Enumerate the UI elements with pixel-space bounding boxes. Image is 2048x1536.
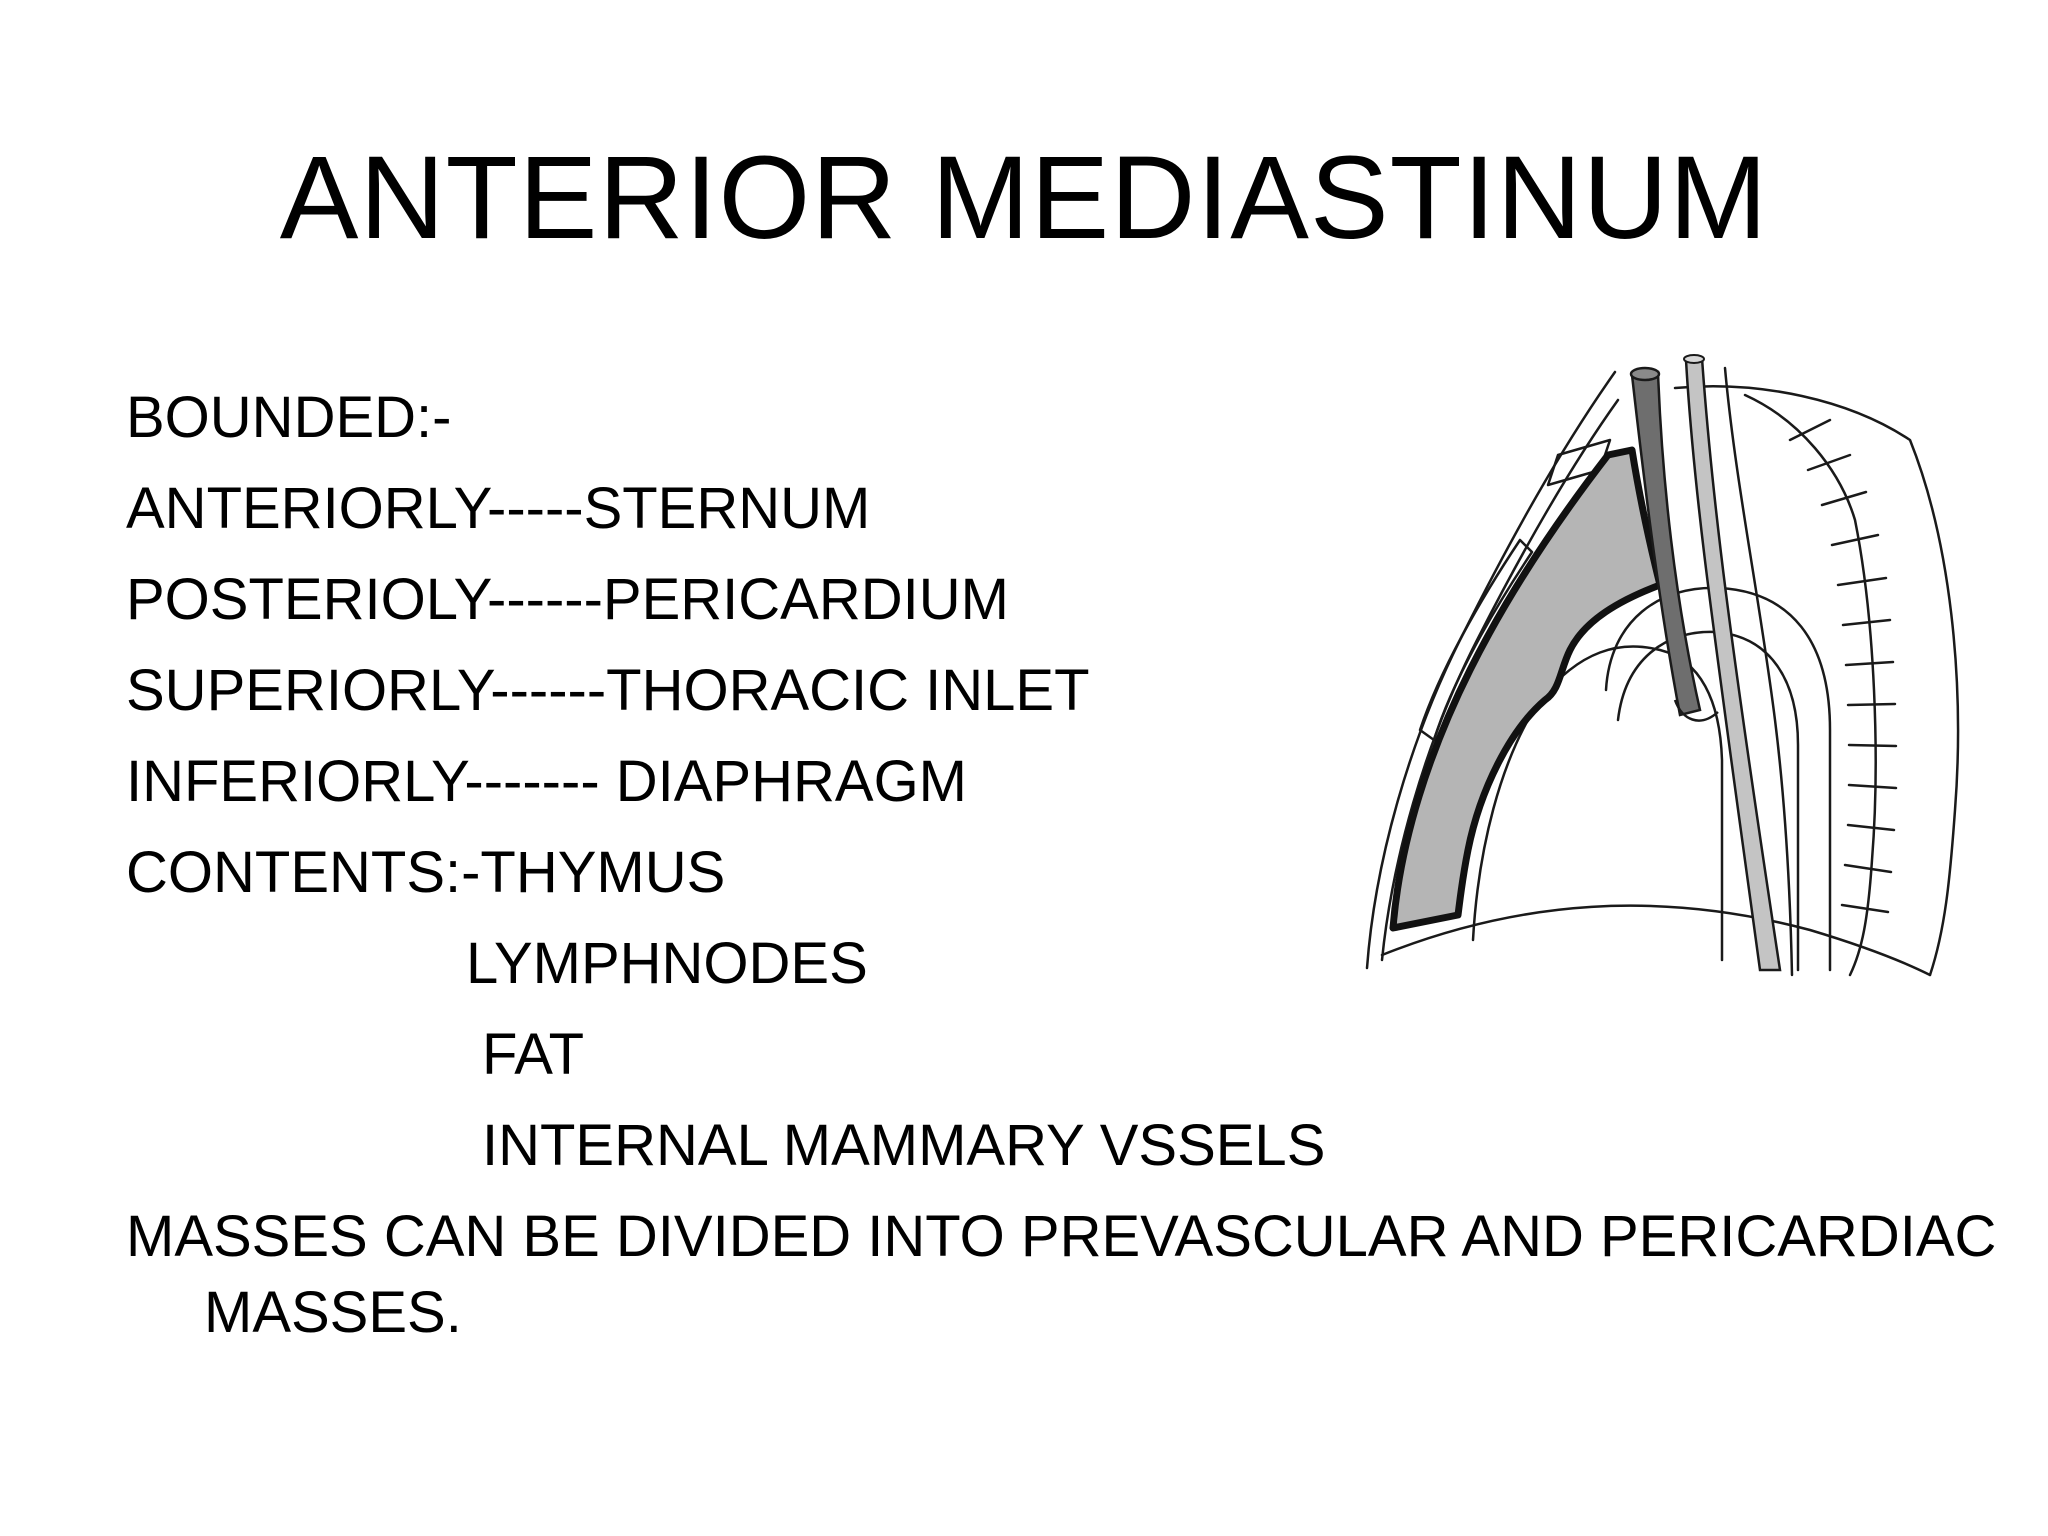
great-vessel-light-top: [1684, 355, 1704, 363]
slide-title: ANTERIOR MEDIASTINUM: [279, 132, 1769, 264]
great-vessel-light: [1686, 358, 1780, 970]
posterior-boundary: POSTERIOLY------PERICARDIUM: [126, 567, 1009, 632]
masses-text: MASSES CAN BE DIVIDED INTO PREVASCULAR AND PERICARDIAC: [126, 1204, 1997, 1269]
mediastinum-sagittal-diagram-icon: [1360, 345, 1980, 985]
vertebra-lines: [1790, 420, 1896, 912]
contents-thymus: CONTENTS:-THYMUS: [126, 840, 726, 905]
anterior-mediastinum-highlight: [1393, 450, 1660, 928]
masses-text-continued: MASSES.: [204, 1280, 462, 1345]
spine-outline: [1675, 386, 1958, 975]
great-vessel-top: [1631, 368, 1659, 380]
bounded-heading: BOUNDED:-: [126, 385, 452, 450]
contents-fat: FAT: [482, 1022, 585, 1087]
contents-vessels: INTERNAL MAMMARY VSSELS: [482, 1113, 1326, 1178]
inferior-boundary: INFERIORLY------- DIAPHRAGM: [126, 749, 967, 814]
superior-boundary: SUPERIORLY------THORACIC INLET: [126, 658, 1090, 723]
diaphragm-line: [1382, 906, 1930, 975]
anterior-boundary: ANTERIORLY-----STERNUM: [126, 476, 871, 541]
contents-lymphnodes: LYMPHNODES: [466, 931, 868, 996]
